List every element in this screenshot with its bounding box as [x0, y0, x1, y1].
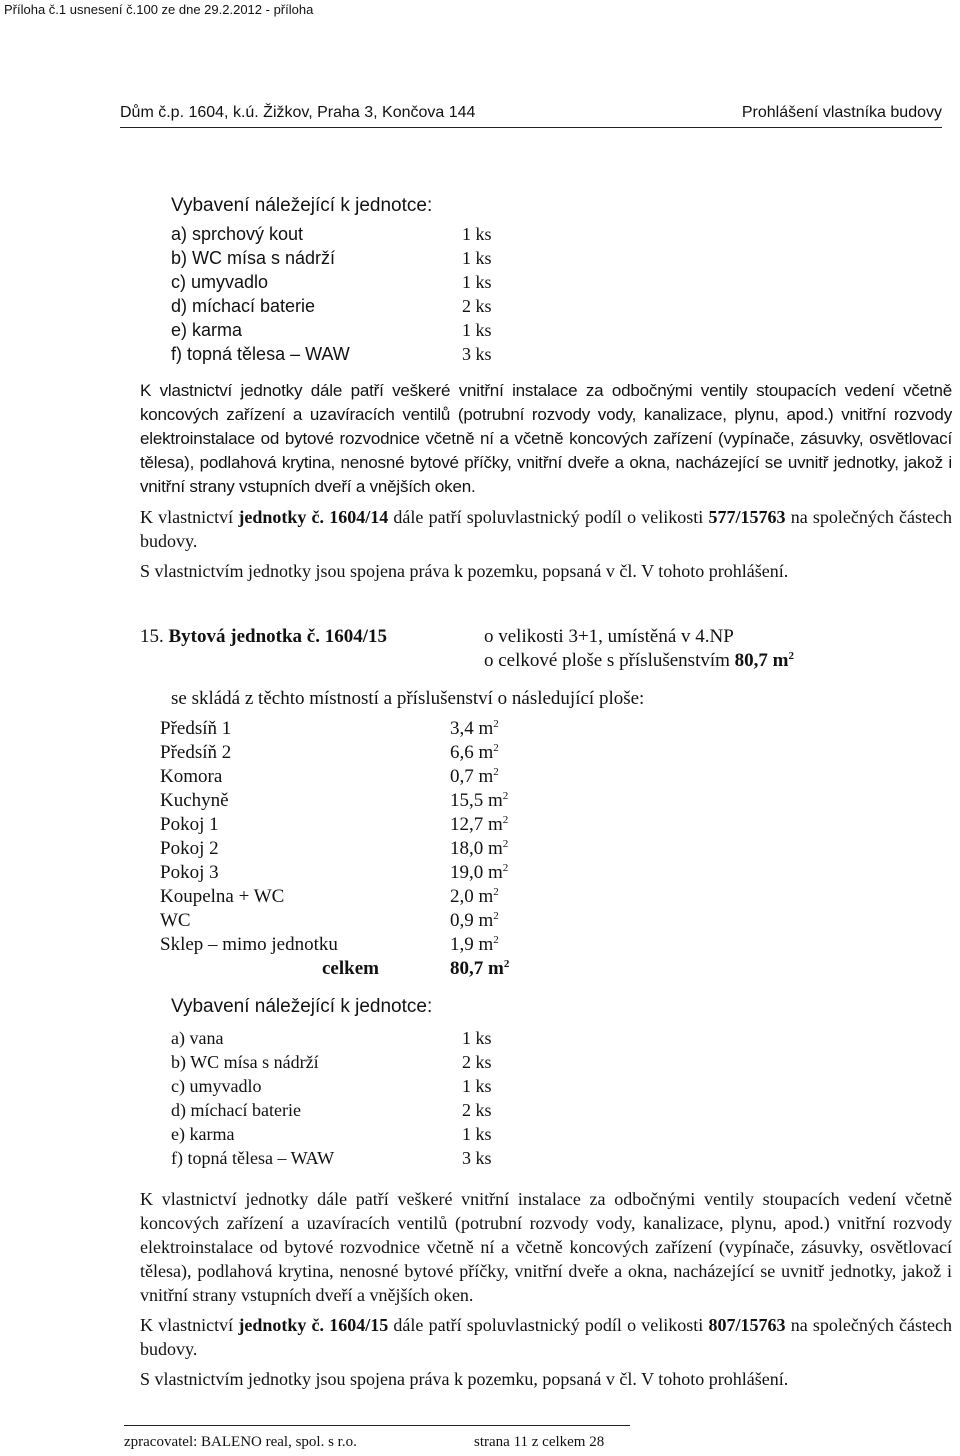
- ownership-paragraph-14: K vlastnictví jednotky dále patří veškeré vnitřní instalace za odbočnými ventily stoupacích vedení včetně koncových zařízení a uzavíracích ventilů (potrubní rozvody vody, kanalizace, plynu, apod.) vnitřní rozvody elektroinstalace od bytové rozvodnice včetně ní a včetně koncových zařízení (vypínače, zásuvky, osvětlovací tělesa), podlahová krytina, nenosné bytové příčky, vnitřní dveře a okna, nacházející se uvnitř jednotky, jakož i vnitřní strany vstupních dveří a vnějších oken.: [140, 381, 952, 496]
- equipment-item: d) míchací baterie: [171, 296, 316, 316]
- unit-heading-15: [140, 626, 387, 648]
- share-prefix: K vlastnictví: [140, 1315, 234, 1335]
- equipment-qty: 1 ks: [462, 224, 492, 244]
- unit-area-prefix: o celkové ploše s příslušenstvím: [484, 650, 730, 671]
- room-area: 3,4 $m^2$: [450, 718, 499, 739]
- unit-area: [484, 650, 794, 672]
- area-sup: 2: [788, 650, 794, 662]
- share-mid: dále patří spoluvlastnický podíl o velikosti: [393, 1315, 704, 1335]
- equipment-qty: 1 ks: [462, 1076, 492, 1096]
- equipment-qty: 1 ks: [462, 272, 492, 292]
- room-name: Kuchyně: [160, 790, 229, 811]
- land-paragraph-15: S vlastnictvím jednotky jsou spojena práva k pozemku, popsaná v čl. V tohoto prohlášení.: [140, 1369, 789, 1389]
- unit-title: Bytová jednotka č. 1604/15: [168, 626, 387, 647]
- equipment-qty: 2 ks: [462, 1100, 492, 1120]
- equipment-item: d) míchací baterie: [171, 1100, 301, 1120]
- header-title: Prohlášení vlastníka budovy: [741, 104, 942, 121]
- room-name: Sklep – mimo jednotku: [160, 934, 338, 955]
- share-mid: dále patří spoluvlastnický podíl o velikosti: [393, 507, 704, 527]
- equipment-item: a) sprchový kout: [171, 224, 304, 244]
- equipment-qty: 1 ks: [462, 1124, 492, 1144]
- footer-page-number: strana 11 z celkem 28: [474, 1434, 605, 1450]
- equipment-title-15: Vybavení náležející k jednotce:: [171, 996, 433, 1017]
- room-name: Koupelna + WC: [160, 886, 285, 907]
- equipment-qty: 2 ks: [462, 296, 492, 316]
- equipment-item: e) karma: [171, 1124, 235, 1144]
- unit-size: o velikosti 3+1, umístěná v 4.NP: [484, 626, 734, 647]
- room-name: WC: [160, 910, 191, 931]
- share-paragraph-15: [140, 1313, 952, 1361]
- room-area: 15,5 $m^2$: [450, 790, 509, 811]
- equipment-item: f) topná tělesa – WAW: [171, 344, 350, 364]
- equipment-item: f) topná tělesa – WAW: [171, 1148, 335, 1168]
- unit-area-value: 80,7 m: [734, 650, 789, 671]
- room-area: 2,0 $m^2$: [450, 886, 499, 907]
- rooms-total-area: 80,7 $m^2$: [450, 958, 510, 979]
- room-area: 0,7 $m^2$: [450, 766, 499, 787]
- equipment-qty: 2 ks: [462, 1052, 492, 1072]
- share-suffix: na společných částech budovy.: [140, 1315, 952, 1359]
- room-name: Předsíň 2: [160, 742, 232, 763]
- equipment-item: a) vana: [171, 1028, 224, 1048]
- equipment-item: c) umyvadlo: [171, 1076, 262, 1096]
- room-area: 0,9 $m^2$: [450, 910, 499, 931]
- equipment-item: e) karma: [171, 320, 243, 340]
- room-area: 12,7 $m^2$: [450, 814, 509, 835]
- room-name: Pokoj 3: [160, 862, 219, 883]
- room-name: Komora: [160, 766, 223, 787]
- header-address: Dům č.p. 1604, k.ú. Žižkov, Praha 3, Končova 144: [120, 104, 476, 121]
- unit-number: 15.: [140, 626, 164, 647]
- equipment-title-14: Vybavení náležející k jednotce:: [171, 195, 433, 216]
- room-name: Předsíň 1: [160, 718, 232, 739]
- share-prefix: K vlastnictví: [140, 507, 234, 527]
- land-paragraph-14: S vlastnictvím jednotky jsou spojena práva k pozemku, popsaná v čl. V tohoto prohlášení.: [140, 561, 789, 581]
- equipment-qty: 3 ks: [462, 344, 492, 364]
- room-area: 18,0 $m^2$: [450, 838, 509, 859]
- share-value: 577/15763: [708, 507, 786, 527]
- share-value: 807/15763: [708, 1315, 786, 1335]
- room-area: 19,0 $m^2$: [450, 862, 509, 883]
- equipment-qty: 3 ks: [462, 1148, 492, 1168]
- ownership-paragraph-15: K vlastnictví jednotky dále patří veškeré vnitřní instalace za odbočnými ventily stoupacích vedení včetně koncových zařízení a uzavíracích ventilů (potrubní rozvody vody, kanalizace, plynu, apod.) vnitřní rozvody elektroinstalace od bytové rozvodnice včetně ní a včetně koncových zařízení (vypínače, zásuvky, osvětlovací tělesa), podlahová krytina, nenosné bytové příčky, vnitřní dveře a okna, nacházející se uvnitř jednotky, jakož i vnitřní strany vstupních dveří a vnějších oken.: [140, 1189, 952, 1305]
- share-unit: jednotky č. 1604/14: [238, 507, 389, 527]
- footer-author: zpracovatel: BALENO real, spol. s r.o.: [124, 1434, 357, 1450]
- share-paragraph-14: [140, 505, 952, 553]
- footer-rule: [124, 1425, 630, 1426]
- rooms-total-label: celkem: [322, 958, 379, 979]
- room-area: 1,9 $m^2$: [450, 934, 499, 955]
- room-name: Pokoj 2: [160, 838, 219, 859]
- share-suffix: na společných částech budovy.: [140, 507, 952, 551]
- room-area: 6,6 $m^2$: [450, 742, 499, 763]
- page-tag: Příloha č.1 usnesení č.100 ze dne 29.2.2012 - příloha: [4, 2, 314, 17]
- room-name: Pokoj 1: [160, 814, 219, 835]
- header-rule: [120, 127, 942, 128]
- equipment-qty: 1 ks: [462, 248, 492, 268]
- equipment-item: b) WC mísa s nádrží: [171, 1052, 319, 1072]
- equipment-item: c) umyvadlo: [171, 272, 269, 292]
- equipment-qty: 1 ks: [462, 1028, 492, 1048]
- rooms-title: se skládá z těchto místností a příslušenství o následující ploše:: [171, 688, 645, 709]
- equipment-item: b) WC mísa s nádrží: [171, 248, 336, 268]
- share-unit: jednotky č. 1604/15: [238, 1315, 389, 1335]
- equipment-qty: 1 ks: [462, 320, 492, 340]
